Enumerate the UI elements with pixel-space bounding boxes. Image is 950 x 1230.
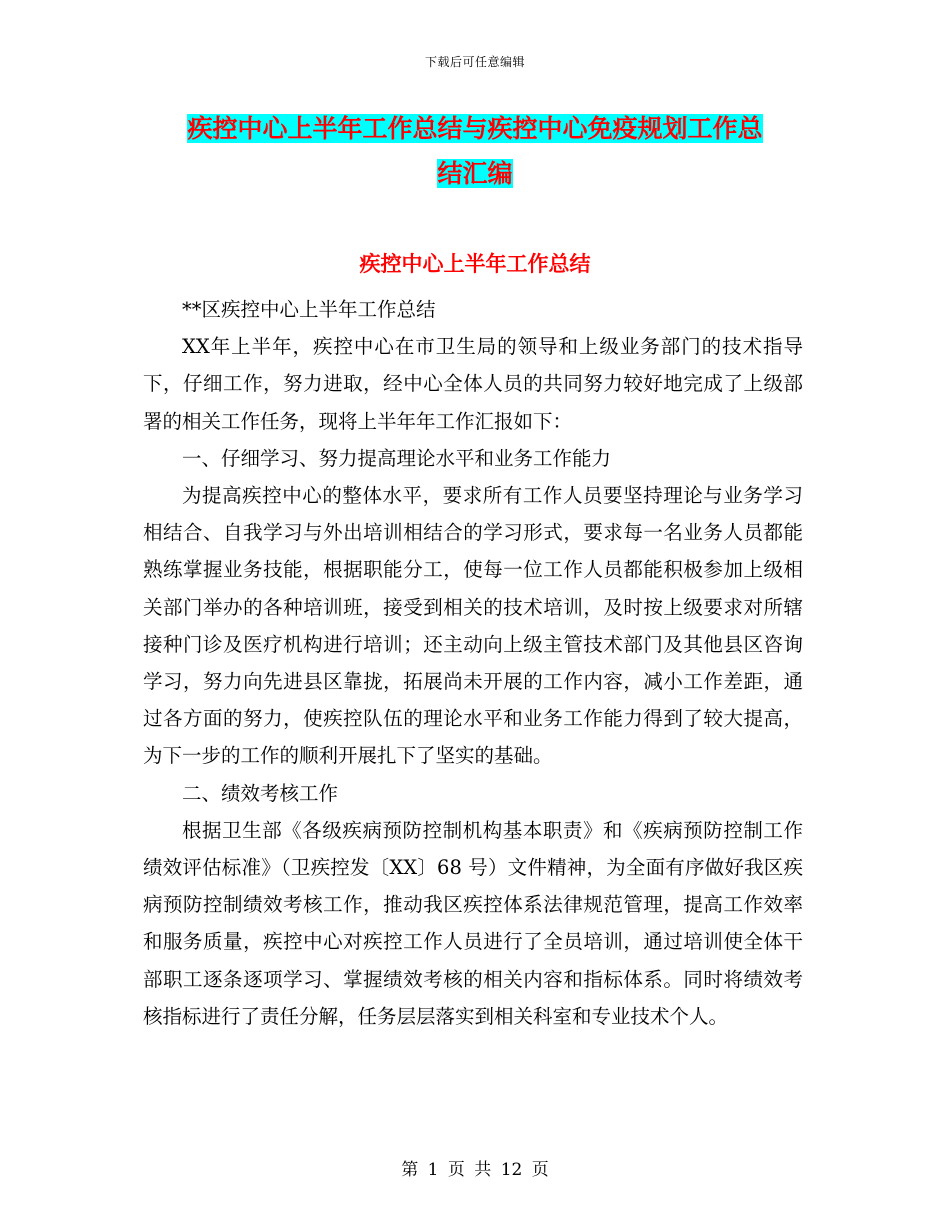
document-title-line-1: [0, 111, 950, 147]
document-title-text-2: 结汇编: [437, 159, 513, 188]
section-title: 疾控中心上半年工作总结: [359, 252, 591, 276]
paragraph-performance: 根据卫生部《各级疾病预防控制机构基本职责》和《疾病预防控制工作绩效评估标准》（卫疾控发〔XX〕68 号）文件精神，为全面有序做好我区疾病预防控制绩效考核工作，推动我区疾控体系法律规范管理，提高工作效率和服务质量，疾控中心对疾控工作人员进行了全员培训，通过培训使全体干部职工逐条逐项学习、掌握绩效考核的相关内容和指标体系。同时将绩效考核指标进行了责任分解，任务层层落实到相关科室和专业技术个人。: [143, 818, 803, 1028]
page-number: 第 1 页 共 12 页: [401, 1160, 549, 1180]
paragraph-study: 为提高疾控中心的整体水平，要求所有工作人员要坚持理论与业务学习相结合、自我学习与外出培训相结合的学习形式，要求每一名业务人员都能熟练掌握业务技能，根据职能分工，使每一位工作人员都能积极参加上级相关部门举办的各种培训班，接受到相关的技术培训，及时按上级要求对所辖接种门诊及医疗机构进行培训；还主动向上级主管技术部门及其他县区咨询学习，努力向先进县区靠拢，拓展尚未开展的工作内容，减小工作差距，通过各方面的努力，使疾控队伍的理论水平和业务工作能力得到了较大提高，为下一步的工作的顺利开展扎下了坚实的基础。: [143, 484, 803, 768]
page-header-note: 下载后可任意编辑: [424, 55, 525, 69]
paragraph-intro: XX年上半年，疾控中心在市卫生局的领导和上级业务部门的技术指导下，仔细工作，努力进取，经中心全体人员的共同努力较好地完成了上级部署的相关工作任务，现将上半年年工作汇报如下：: [143, 335, 803, 433]
document-body: [143, 291, 803, 1035]
heading-study: 一、仔细学习、努力提高理论水平和业务工作能力: [182, 446, 612, 470]
document-title-line-2: [0, 156, 950, 192]
paragraph-subtitle: **区疾控中心上半年工作总结: [182, 298, 436, 321]
heading-performance: 二、绩效考核工作: [182, 781, 339, 805]
document-title-text-1: 疾控中心上半年工作总结与疾控中心免疫规划工作总: [187, 114, 763, 143]
